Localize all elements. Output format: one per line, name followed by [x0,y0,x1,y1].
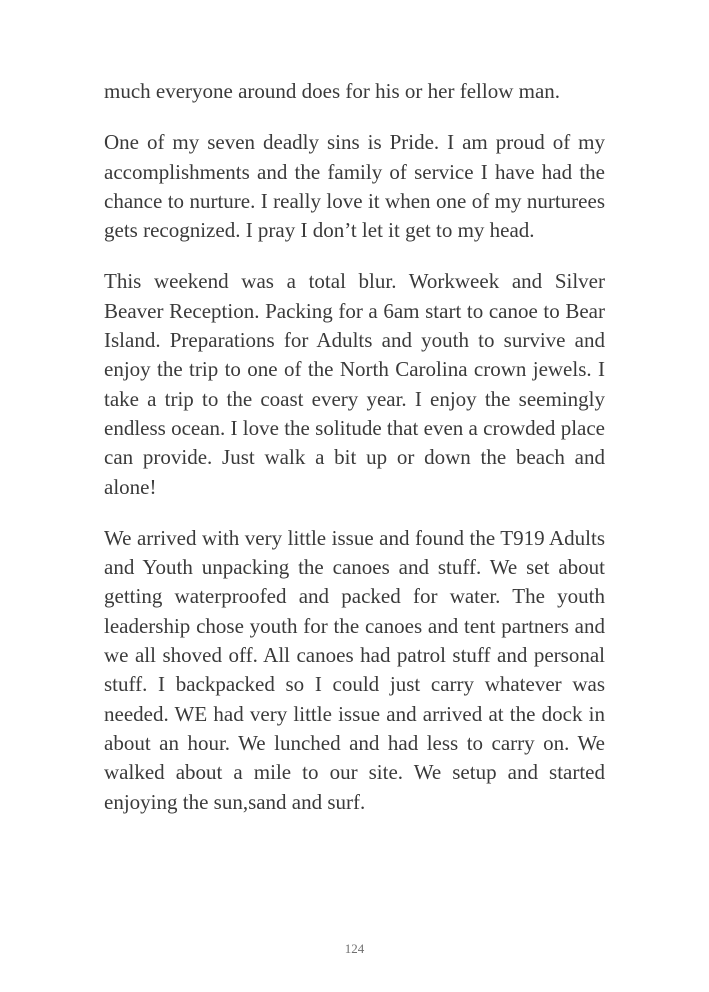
page-number: 124 [344,941,365,956]
page-body-text [104,77,605,817]
body-paragraph: We arrived with very little issue and found the T919 Adults and Youth unpacking the canoes and stuff. We set about getting waterproofed and packed for water. The youth leadership chose youth for the canoes and tent partners and we all shoved off. All canoes had patrol stuff and personal stuff. I backpacked so I could just carry whatever was needed. WE had very little issue and arrived at the dock in about an hour. We lunched and had less to carry on. We walked about a mile to our site. We setup and started enjoying the sun,sand and surf. [104,525,605,814]
body-paragraph: much everyone around does for his or her fellow man. [104,79,561,103]
body-paragraph: This weekend was a total blur. Workweek and Silver Beaver Reception. Packing for a 6am start to canoe to Bear Island. Preparations for Adults and youth to survive and enjoy the trip to one of the North Carolina crown jewels. I take a trip to the coast every year. I enjoy the seemingly endless ocean. I love the solitude that even a crowded place can provide. Just walk a bit up or down the beach and alone! [104,269,605,499]
body-paragraph: One of my seven deadly sins is Pride. I am proud of my accomplishments and the family of service I have had the chance to nurture. I really love it when one of my nurturees gets recognized. I pray I don’t let it get to my head. [104,130,605,243]
